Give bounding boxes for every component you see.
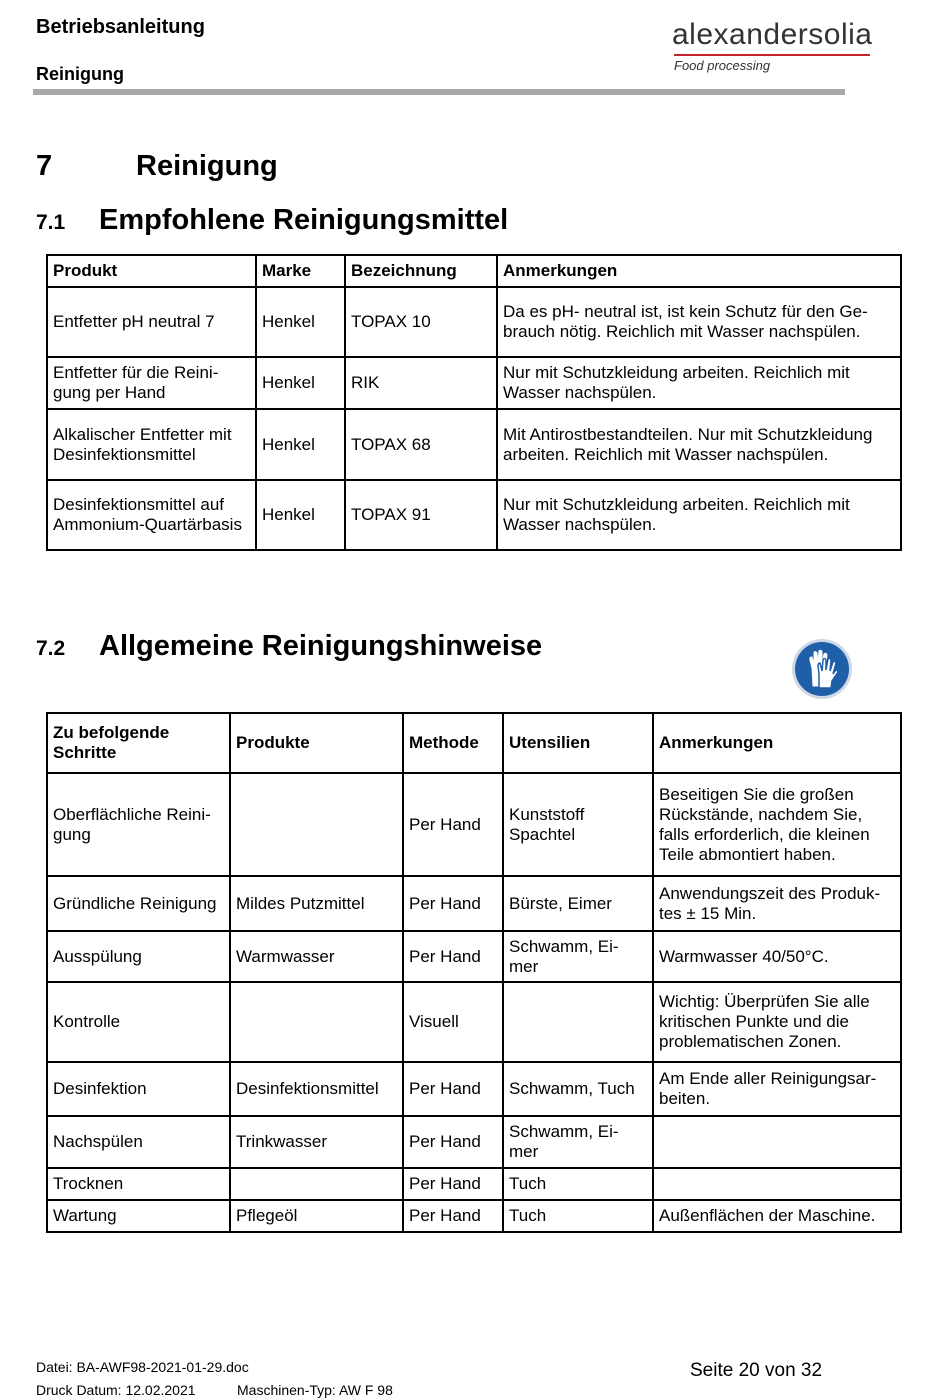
table-cell [653,1168,901,1200]
column-header: Produkt [47,255,256,287]
footer-page-number: Seite 20 von 32 [690,1360,823,1381]
table-row [47,480,901,550]
logo-rule [674,54,870,56]
column-header: Methode [403,713,503,773]
table-cell: Am Ende aller Reinigungsar- beiten. [653,1062,901,1116]
column-header: Zu befolgende Schritte [47,713,230,773]
column-header: Bezeichnung [345,255,497,287]
table-cell: Visuell [403,982,503,1062]
table-cell: Henkel [256,480,345,550]
table-cell: Trocknen [47,1168,230,1200]
table-cell: Warmwasser 40/50°C. [653,931,901,982]
cleaning-agents-table [46,254,902,551]
table-cell: TOPAX 91 [345,480,497,550]
footer-filename: Datei: BA-AWF98-2021-01-29.doc [36,1359,249,1375]
table-cell: Tuch [503,1200,653,1232]
table-row [47,773,901,876]
table-cell: Per Hand [403,1168,503,1200]
table-cell: Nachspülen [47,1116,230,1168]
table-cell: Außenflächen der Maschine. [653,1200,901,1232]
table-cell: Oberflächliche Reini- gung [47,773,230,876]
column-header: Produkte [230,713,403,773]
section-title: Allgemeine Reinigungshinweise [99,630,543,662]
table-cell: Desinfektionsmittel [230,1062,403,1116]
table-cell: Anwendungszeit des Produk- tes ± 15 Min. [653,876,901,931]
company-logo [672,18,872,78]
table-cell: RIK [345,357,497,409]
section-heading-7-2 [36,630,542,663]
document-subtitle: Reinigung [36,64,124,84]
table-cell: Mit Antirostbestandteilen. Nur mit Schutzkleidung arbeiten. Reichlich mit Wasser nachspülen. [497,409,901,480]
table-cell: Nur mit Schutzkleidung arbeiten. Reichlich mit Wasser nachspülen. [497,357,901,409]
table-cell [653,1116,901,1168]
table-cell [503,982,653,1062]
table-cell: Per Hand [403,1062,503,1116]
column-header: Anmerkungen [497,255,901,287]
section-number: 7.2 [36,637,66,660]
table-cell: TOPAX 68 [345,409,497,480]
chapter-title: Reinigung [136,150,278,182]
table-row [47,982,901,1062]
table-cell: Gründliche Reinigung [47,876,230,931]
cleaning-instructions-table [46,712,902,1233]
table-row [47,1200,901,1232]
table-cell: Schwamm, Ei- mer [503,1116,653,1168]
chapter-number: 7 [36,150,53,182]
table-cell: Desinfektionsmittel auf Ammonium-Quartärbasis [47,480,256,550]
table-cell: Per Hand [403,876,503,931]
table-cell: Mildes Putzmittel [230,876,403,931]
table-cell: Beseitigen Sie die großen Rückstände, nachdem Sie, falls erforderlich, die kleinen Teile abmontiert haben. [653,773,901,876]
table-cell: Ausspülung [47,931,230,982]
table-cell: Per Hand [403,931,503,982]
table-cell: Per Hand [403,1200,503,1232]
table-cell [230,982,403,1062]
footer-machine-type: Maschinen-Typ: AW F 98 [237,1382,393,1398]
document-title: Betriebsanleitung [36,16,205,38]
table-cell: Warmwasser [230,931,403,982]
table-cell: Per Hand [403,1116,503,1168]
table-cell [230,773,403,876]
table-cell: Henkel [256,357,345,409]
column-header: Utensilien [503,713,653,773]
table-cell: Alkalischer Entfetter mit Desinfektionsmittel [47,409,256,480]
table-cell: Da es pH- neutral ist, ist kein Schutz für den Ge- brauch nötig. Reichlich mit Wasser nachspülen. [497,287,901,357]
header-divider [33,89,845,95]
table-cell: Entfetter pH neutral 7 [47,287,256,357]
table-cell: Kunststoff Spachtel [503,773,653,876]
section-heading-7-1 [36,204,508,237]
table-cell: TOPAX 10 [345,287,497,357]
table-row [47,357,901,409]
table-cell: Henkel [256,287,345,357]
table-header-row [47,255,901,287]
table-cell: Henkel [256,409,345,480]
chapter-heading [36,150,278,183]
logo-tagline: Food processing [674,58,771,73]
table-row [47,409,901,480]
table-cell: Kontrolle [47,982,230,1062]
column-header: Marke [256,255,345,287]
table-cell: Trinkwasser [230,1116,403,1168]
table-cell: Pflegeöl [230,1200,403,1232]
table-cell: Bürste, Eimer [503,876,653,931]
table-row [47,876,901,931]
table-cell: Per Hand [403,773,503,876]
table-cell: Desinfektion [47,1062,230,1116]
table-cell: Nur mit Schutzkleidung arbeiten. Reichlich mit Wasser nachspülen. [497,480,901,550]
table-header-row [47,713,901,773]
section-title: Empfohlene Reinigungsmittel [99,204,509,236]
protective-gloves-icon [791,638,853,700]
table-cell: Entfetter für die Reini- gung per Hand [47,357,256,409]
column-header: Anmerkungen [653,713,901,773]
table-cell: Wichtig: Überprüfen Sie alle kritischen Punkte und die problematischen Zonen. [653,982,901,1062]
footer-print-date: Druck Datum: 12.02.2021 [36,1382,196,1398]
table-cell: Schwamm, Tuch [503,1062,653,1116]
table-row [47,1116,901,1168]
table-row [47,1168,901,1200]
table-row [47,931,901,982]
table-row [47,1062,901,1116]
section-number: 7.1 [36,211,66,234]
table-row [47,287,901,357]
table-cell: Wartung [47,1200,230,1232]
logo-text: alexandersolia [672,18,873,51]
table-cell: Schwamm, Ei- mer [503,931,653,982]
logo-wordmark [672,18,872,52]
table-cell: Tuch [503,1168,653,1200]
table-cell [230,1168,403,1200]
